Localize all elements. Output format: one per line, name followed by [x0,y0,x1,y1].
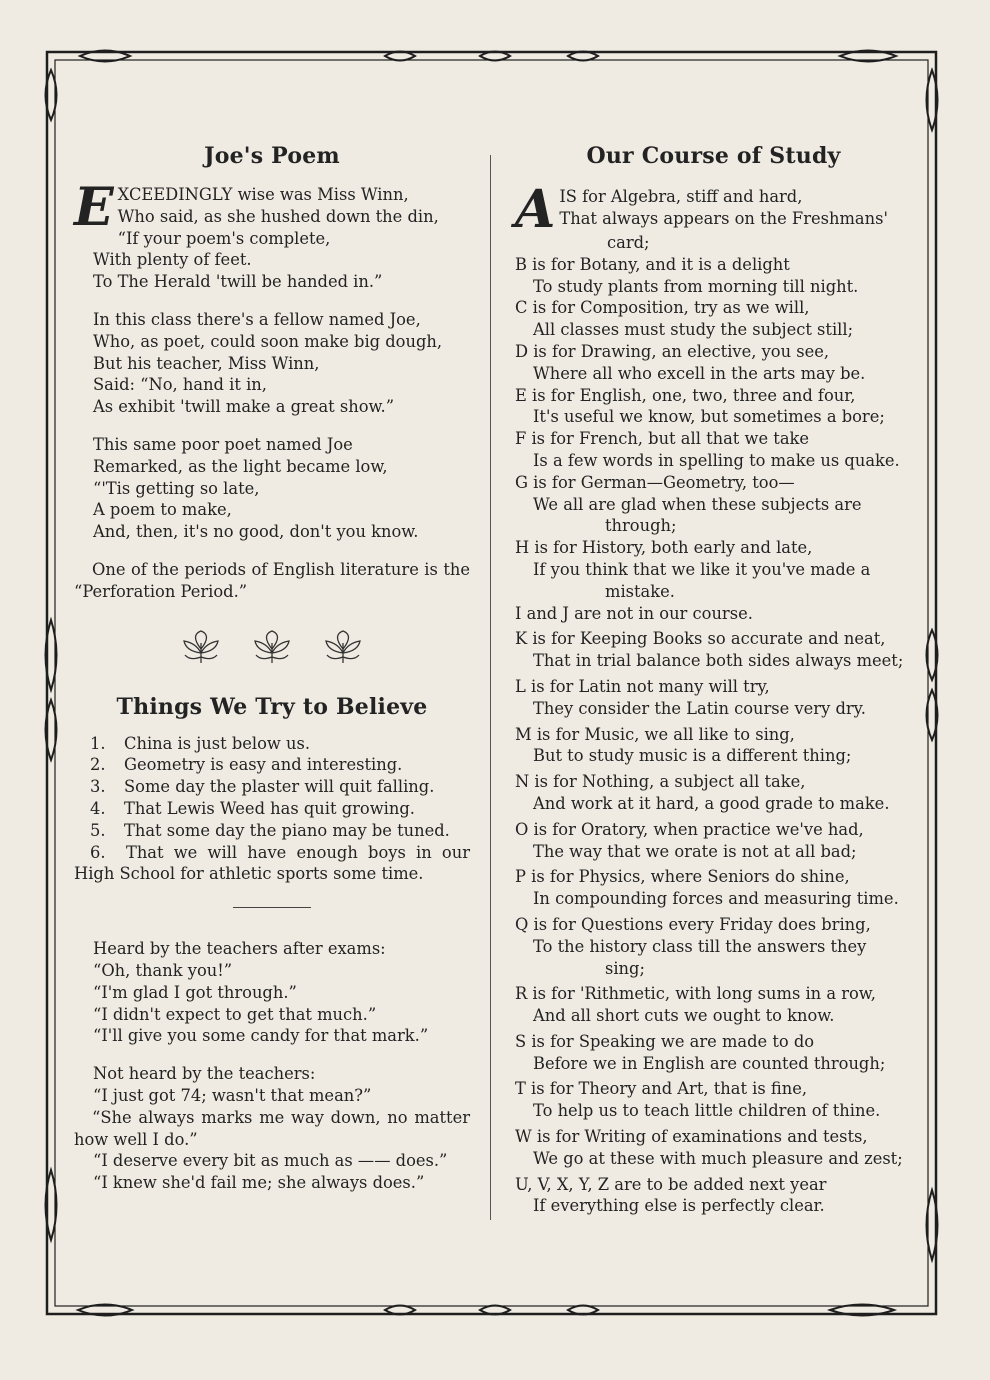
alpha-entry-line: If you think that we like it you've made a [533,559,871,579]
alpha-entry-line: sing; [605,958,645,978]
stanza-line: Who, as poet, could soon make big dough, [93,331,443,351]
not-heard-line: “I knew she'd fail me; she always does.” [93,1173,425,1193]
list-item: 1. China is just below us. [90,733,311,753]
list-item: 5. That some day the piano may be tuned. [90,820,450,840]
poem-stanza-3 [74,434,470,543]
alpha-entry-line: I and J are not in our course. [515,603,753,623]
stanza-line: With plenty of feet. [93,250,252,270]
stanza-line: This same poor poet named Joe [93,434,353,454]
leaf-icon [324,629,362,667]
heard-line: “I'm glad I got through.” [93,982,297,1002]
right-column [515,140,912,1217]
alpha-entry-a: A IS for Algebra, stiff and hard, That always appears on the Freshmans' card; [515,179,888,252]
alpha-entry-line: B is for Botany, and it is a delight [515,254,790,274]
not-heard-section [74,1063,470,1194]
alpha-entry-line: T is for Theory and Art, that is fine, [515,1079,808,1099]
alpha-entry [515,914,912,979]
alpha-entry-line: U, V, X, Y, Z are to be added next year [515,1174,827,1194]
alpha-entry-line: In compounding forces and measuring time. [533,889,899,909]
leaf-ornament-row [74,629,470,669]
things-title: Things We Try to Believe [116,693,428,720]
stanza-line: “'Tis getting so late, [93,478,260,498]
heard-line: “I didn't expect to get that much.” [93,1004,377,1024]
stanza-line: To The Herald 'twill be handed in.” [93,272,383,292]
alpha-entry-line: They consider the Latin course very dry. [533,698,866,718]
list-item: 3. Some day the plaster will quit falling. [90,777,435,797]
heard-line: Heard by the teachers after exams: [93,939,386,959]
alpha-entry-line: F is for French, but all that we take [515,429,810,449]
alpha-entry [515,603,912,625]
alpha-entry-line: And all short cuts we ought to know. [533,1006,835,1026]
column-divider [490,155,491,1220]
alpha-entry [515,866,912,910]
alpha-entries [515,254,912,1217]
alpha-entry-line: And work at it hard, a good grade to make. [533,793,890,813]
alpha-entry-line: O is for Oratory, when practice we've had, [515,819,864,839]
stanza-line: A poem to make, [93,500,232,520]
heard-line: “I'll give you some candy for that mark.” [93,1026,429,1046]
left-column [74,140,470,1194]
stanza-line: Remarked, as the light became low, [93,456,388,476]
stanza-line: Said: “No, hand it in, [93,375,267,395]
leaf-icon [253,629,291,667]
drop-cap-a: A [515,179,556,240]
things-list [74,733,470,842]
alpha-entry-line: through; [605,516,677,536]
alpha-entry-line: M is for Music, we all like to sing, [515,724,795,744]
alpha-entry [515,1031,912,1075]
alpha-entry-line: We all are glad when these subjects are [533,494,862,514]
alpha-entry [515,819,912,863]
alpha-entry-line: D is for Drawing, an elective, you see, [515,341,830,361]
alpha-entry-line: mistake. [605,581,675,601]
drop-cap-e: E [74,177,114,238]
poem-stanza-1 [74,177,470,293]
alpha-entry-line: To the history class till the answers they [533,936,867,956]
alpha-entry [515,771,912,815]
alpha-entry-line: P is for Physics, where Seniors do shine, [515,867,850,887]
stanza-line: Who said, as she hushed down the din, [117,206,439,226]
poem-title: Joe's Poem [204,143,340,169]
stanza-line: But his teacher, Miss Winn, [93,353,320,373]
poem-stanza-2 [74,309,470,418]
alpha-entry-line: We go at these with much pleasure and zest; [533,1148,903,1168]
alpha-entry-line: But to study music is a different thing; [533,746,852,766]
heard-section [74,938,470,1047]
alpha-entry-line: N is for Nothing, a subject all take, [515,772,806,792]
alpha-entry [515,428,912,472]
leaf-icon [182,629,220,667]
stanza-line: In this class there's a fellow named Joe, [93,309,421,329]
alpha-entry-line: C is for Composition, try as we will, [515,298,810,318]
alpha-entry-line: Q is for Questions every Friday does bring, [515,914,871,934]
alpha-entry-line: To help us to teach little children of thine. [533,1101,881,1121]
not-heard-line: “I deserve every bit as much as —— does.” [93,1151,448,1171]
alpha-entry-line: K is for Keeping Books so accurate and neat, [515,629,886,649]
alpha-entry [515,628,912,672]
stanza-line: XCEEDINGLY wise was Miss Winn, [117,185,409,204]
heard-line: “Oh, thank you!” [93,960,233,980]
alpha-entry [515,724,912,768]
not-heard-line: “I just got 74; wasn't that mean?” [93,1085,372,1105]
alpha-entry-line: If everything else is perfectly clear. [533,1196,825,1216]
alpha-entry-line: W is for Writing of examinations and tests, [515,1127,868,1147]
alpha-entry-line: Where all who excell in the arts may be. [533,363,866,383]
alpha-entry [515,385,912,429]
perforation-joke: One of the periods of English literature is the “Perforation Period.” [74,559,470,601]
alpha-entry [515,1174,912,1218]
alpha-entry-line: L is for Latin not many will try, [515,676,770,696]
alpha-entry-line: It's useful we know, but sometimes a bore; [533,407,885,427]
alpha-entry-line: R is for 'Rithmetic, with long sums in a row, [515,984,876,1004]
alpha-entry [515,297,912,341]
alpha-entry-line: That in trial balance both sides always meet; [533,651,904,671]
course-title: Our Course of Study [586,143,841,169]
alpha-entry-line: To study plants from morning till night. [533,276,859,296]
section-rule [233,907,311,908]
alpha-entry [515,1078,912,1122]
alpha-entry-line: Is a few words in spelling to make us quake. [533,450,900,470]
not-heard-line: “She always marks me way down, no matter how well I do.” [74,1107,470,1149]
alpha-entry-line: G is for German—Geometry, too— [515,472,795,492]
alpha-entry [515,341,912,385]
alpha-entry [515,472,912,537]
alpha-entry-line: The way that we orate is not at all bad; [533,841,857,861]
list-item: 4. That Lewis Weed has quit growing. [90,798,415,818]
list-item: 6. That we will have enough boys in our High School for athletic sports some time. [74,842,470,884]
stanza-line: As exhibit 'twill make a great show.” [93,397,395,417]
list-item: 2. Geometry is easy and interesting. [90,755,403,775]
stanza-line: And, then, it's no good, don't you know. [93,522,419,542]
stanza-line: “If your poem's complete, [117,228,331,248]
alpha-entry-line: Before we in English are counted through; [533,1053,886,1073]
alpha-entry-line: H is for History, both early and late, [515,538,813,558]
alpha-entry [515,254,912,298]
alpha-entry-line: All classes must study the subject still; [533,320,854,340]
alpha-entry [515,983,912,1027]
alpha-entry [515,537,912,602]
not-heard-line: Not heard by the teachers: [93,1064,316,1084]
alpha-entry [515,1126,912,1170]
alpha-entry-line: E is for English, one, two, three and four, [515,385,856,405]
alpha-entry-line: S is for Speaking we are made to do [515,1031,815,1051]
alpha-entry [515,676,912,720]
